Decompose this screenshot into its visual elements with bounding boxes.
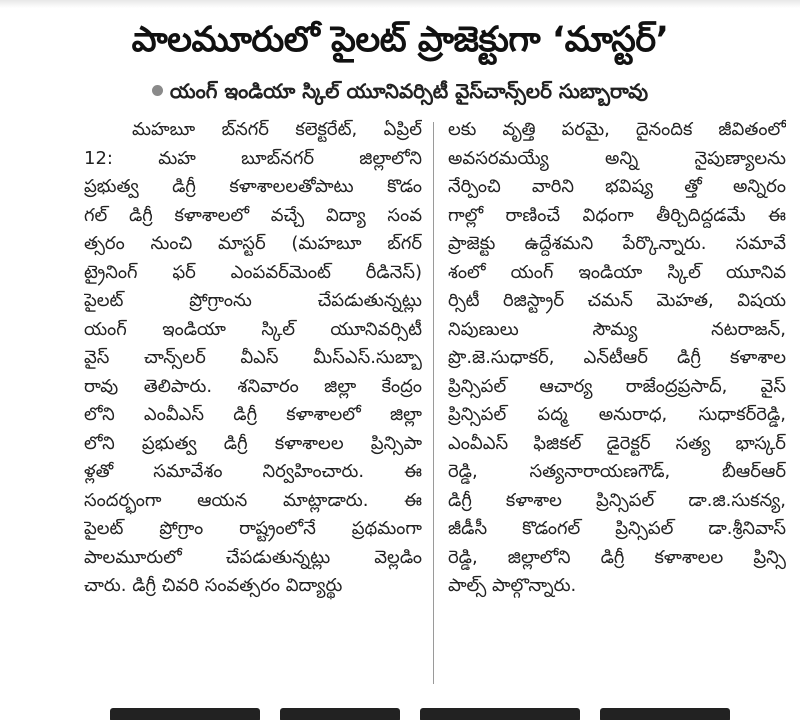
article-headline: పాలమూరులో పైలట్ ప్రాజెక్టుగా ‘మాస్టర్’ (131, 20, 669, 60)
subheadline-text: యంగ్ ఇండియా స్కిల్ యూనివర్సిటీ వైస్‌చాన్స్‌లర్ సుబ్బారావు (169, 79, 649, 103)
text-line: ప్రొ.జె.సుధాకర్, ఎన్‌టీఆర్ డిగ్రీ కళాశాల (448, 347, 786, 368)
text-line: ఎంవీఎస్ ఫిజికల్ డైరెక్టర్ సత్య భాస్కర్ (448, 432, 786, 454)
text-line: పైలట్ ప్రోగ్రాం రాష్ట్రంలోనే ప్రథమంగా (84, 518, 422, 539)
cutoff-glyphs (600, 708, 730, 720)
text-line: లకు వృత్తి పరమై, దైనందిక జీవితంలో (448, 119, 786, 140)
text-line: వైస్ చాన్స్‌లర్ వీఎస్ మీస్‌ఎస్.సుబ్బా (84, 347, 422, 368)
text-line: ట్రైనింగ్ ఫర్ ఎంపవర్‌మెంట్ రీడినెస్) (84, 261, 422, 283)
bullet-icon (152, 85, 163, 96)
text-line: రావు తెలిపారు. శనివారం జిల్లా కేంద్రం (84, 375, 422, 397)
text-line: నిపుణులు సౌమ్య నటరాజన్, (448, 318, 786, 340)
previous-article-edge (0, 0, 800, 8)
text-line: ళ్లతో సమావేశం నిర్వహించారు. ఈ (84, 461, 422, 482)
text-line: ప్రాజెక్టు ఉద్దేశమని పేర్కొన్నారు. సమావే (448, 233, 786, 254)
text-line: రెడ్డి, సత్యనారాయణగౌడ్, బీఆర్‌ఆర్ (448, 461, 786, 482)
text-line: శంలో యంగ్ ఇండియా స్కిల్ యూనివ (448, 261, 786, 283)
text-line: రెడ్డి, జిల్లాలోని డిగ్రీ కళాశాలల ప్రిన్సి (448, 546, 786, 568)
text-line: పాలమూరులో చేపడుతున్నట్లు వెల్లడిం (84, 546, 422, 568)
text-line: లోని ప్రభుత్వ డిగ్రీ కళాశాలల ప్రిన్సిపా (84, 432, 422, 454)
next-headline-cutoff (100, 700, 740, 720)
text-line: పైలట్ ప్రోగ్రాంను చేపడుతున్నట్లు (84, 290, 422, 311)
text-line: యంగ్ ఇండియా స్కిల్ యూనివర్సిటీ (84, 318, 422, 340)
text-line: పాల్స్ పాల్గొన్నారు. (448, 575, 577, 596)
text-line: డిగ్రీ కళాశాల ప్రిన్సిపల్ డా.జి.సుకన్య, (448, 489, 786, 511)
text-line: గల్ డిగ్రీ కళాశాలలో వచ్చే విద్యా సంవ (84, 204, 422, 226)
text-line: నేర్పించి వారిని భవిష్య త్తో అన్నిరం (448, 176, 786, 197)
text-line: అవసరమయ్యే అన్ని నైపుణ్యాలను (448, 147, 786, 169)
text-line: ప్రిన్సిపల్ పద్మ అనురాధ, సుధాకర్‌రెడ్డి, (448, 404, 786, 425)
text-line: 12: మహ బూబ్‌నగర్ జిల్లాలోని (84, 147, 422, 169)
text-line: చారు. డిగ్రీ చివరి సంవత్సరం విద్యార్థు (84, 575, 343, 596)
text-line: ర్సిటీ రిజిస్ట్రార్ చమన్ మెహత, విషయ (448, 290, 786, 311)
text-line: జీడీసీ కొడంగల్ ప్రిన్సిపల్ డా.శ్రీనివాస్ (448, 518, 786, 539)
left-text-column (84, 116, 422, 691)
column-divider (433, 122, 434, 684)
cutoff-glyphs (110, 708, 260, 720)
text-line: గాల్లో రాణించే విధంగా తీర్చిదిద్దడమే ఈ (448, 204, 786, 226)
article-subheadline (0, 76, 800, 106)
text-line: సందర్భంగా ఆయన మాట్లాడారు. ఈ (84, 489, 422, 511)
text-line: త్సరం నుంచి మాస్టర్ (మహబూ బ్‌గర్ (84, 233, 422, 254)
text-line: లోని ఎంవీఎస్ డిగ్రీ కళాశాలలో జిల్లా (84, 404, 422, 425)
cutoff-glyphs (420, 708, 580, 720)
right-text-column (448, 116, 786, 691)
text-line: ప్రభుత్వ డిగ్రీ కళాశాలలతోపాటు కొడం (84, 176, 422, 197)
text-line: మహబూ బ్‌నగర్ కలెక్టరేట్, ఏప్రిల్ (132, 119, 422, 140)
cutoff-glyphs (280, 708, 400, 720)
text-line: ప్రిన్సిపల్ ఆచార్య రాజేంద్రప్రసాద్, వైస్ (448, 375, 786, 397)
